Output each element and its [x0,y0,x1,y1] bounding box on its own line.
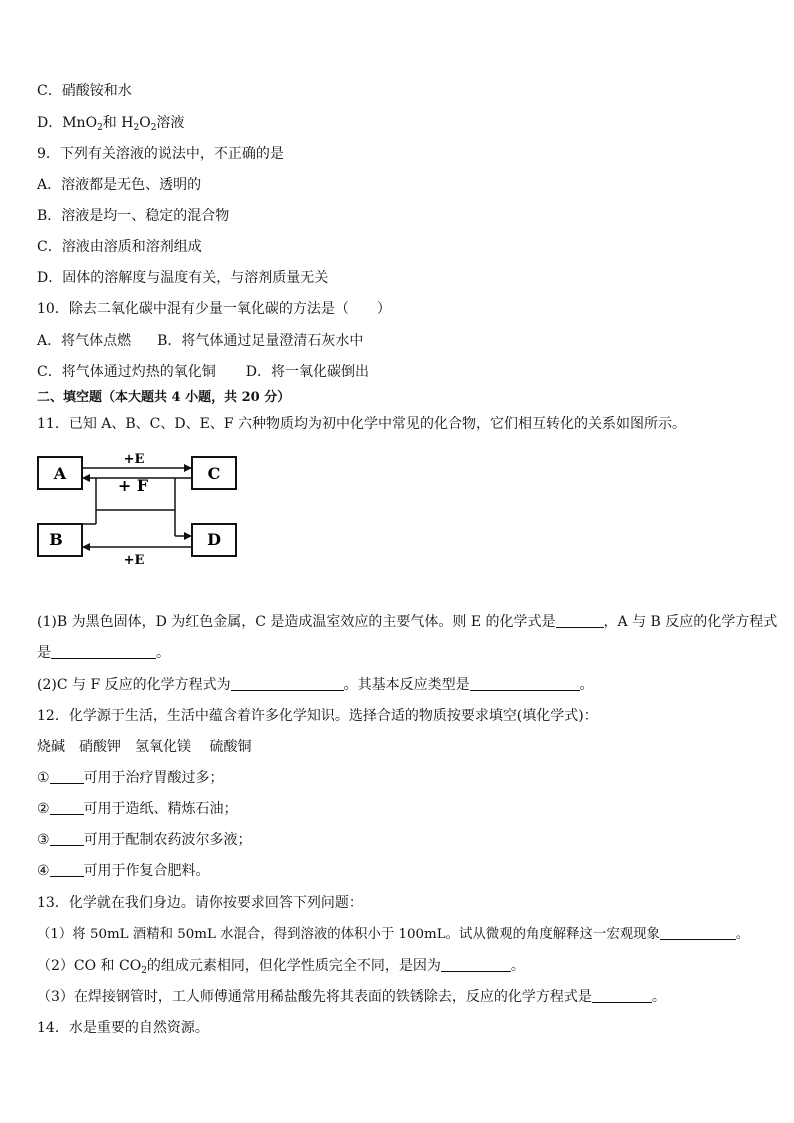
text: 是 [37,645,51,661]
q11-part2 [37,675,594,695]
q13-stem: 13．化学就在我们身边。请你按要求回答下列问题： [37,895,363,911]
circled-number: ④ [37,863,50,879]
subscript: 2 [97,123,103,133]
q12-item-1 [37,768,224,788]
text: 。 [579,677,594,693]
q10-option-b: B．将气体通过足量澄清石灰水中 [157,333,364,349]
text: 和 H [102,115,134,131]
box-c-label: C [207,464,221,483]
circled-number: ① [37,770,50,786]
text: （1）将 50mL 酒精和 50mL 水混合，得到溶液的体积小于 100mL。试从微观的角度解释这一宏观现象 [37,927,660,942]
box-d-label: D [207,530,221,549]
text: D．MnO [37,115,98,131]
text: （3）在焊接钢管时，工人师傅通常用稀盐酸先将其表面的铁锈除去，反应的化学方程式是 [37,989,592,1005]
circled-number: ③ [37,832,50,848]
text: ，A 与 B 反应的化学方程式 [603,614,778,630]
subscript: 2 [133,123,140,133]
text: （2）CO 和 CO [37,958,142,974]
q10-option-d: D．将一氧化碳倒出 [245,364,369,380]
q8-option-c: C．硝酸铵和水 [37,83,132,99]
text: 。其基本反应类型是 [343,677,470,693]
answer-blank[interactable] [51,644,156,659]
answer-blank[interactable] [441,957,511,972]
answer-blank[interactable] [50,862,84,877]
circled-number: ② [37,801,50,817]
q9-stem: 9．下列有关溶液的说法中，不正确的是 [37,146,284,162]
q11-stem: 11．已知 A、B、C、D、E、F 六种物质均为初中化学中常见的化合物，它们相互转化的关系如图所示。 [37,416,686,432]
q13-part1 [37,925,749,945]
q13-part2 [37,956,525,976]
subscript: 2 [141,966,147,976]
text: 可用于配制农药波尔多液； [83,832,252,848]
q14-stem: 14．水是重要的自然资源。 [37,1020,209,1036]
text: 。 [735,927,750,942]
label-plus-e-bottom: +E [123,553,145,568]
subscript: 2 [150,123,157,133]
text: (1)B 为黑色固体，D 为红色金属，C 是造成温室效应的主要气体。则 E 的化学式是 [37,614,556,630]
text: 。 [510,958,525,974]
q10-options-ab [37,331,363,351]
text: 可用于作复合肥料。 [83,863,210,879]
box-b-label: B [49,530,63,549]
q8-option-d [37,113,184,133]
q11-part1-line2 [37,643,170,663]
answer-blank[interactable] [50,831,84,846]
q9-option-b: B．溶液是均一、稳定的混合物 [37,208,230,224]
q9-option-c: C．溶液由溶质和溶剂组成 [37,239,202,255]
q12-stem: 12．化学源于生活，生活中蕴含着许多化学知识。选择合适的物质按要求填空(填化学式)： [37,708,598,724]
text: 的组成元素相同，但化学性质完全不同，是因为 [146,958,441,974]
q12-item-2 [37,799,238,819]
answer-blank[interactable] [50,800,84,815]
q9-option-d: D．固体的溶解度与温度有关，与溶剂质量无关 [37,270,329,286]
answer-blank[interactable] [50,769,84,784]
section-heading: 二、填空题（本大题共 4 小题，共 20 分） [37,390,291,405]
answer-blank[interactable] [231,676,344,691]
answer-blank[interactable] [470,676,580,691]
box-a-label: A [53,464,67,483]
q11-part1-line1 [37,612,777,632]
text: 。 [651,989,666,1005]
q10-options-cd [37,362,369,382]
q10-option-c: C．将气体通过灼热的氧化铜 [37,364,216,380]
q12-item-4 [37,861,210,881]
q9-option-a: A．溶液都是无色、透明的 [37,177,202,193]
q13-part3 [37,987,666,1007]
label-plus-f: + F [117,476,149,495]
text: 溶液 [156,115,185,131]
text: 可用于治疗胃酸过多； [83,770,224,786]
text: O [139,115,151,131]
q10-option-a: A．将气体点燃 [37,333,132,349]
text: 可用于造纸、精炼石油； [83,801,238,817]
answer-blank[interactable] [556,613,604,628]
answer-blank[interactable] [592,988,652,1003]
text: (2)C 与 F 反应的化学方程式为 [37,677,231,693]
text: 。 [156,645,170,661]
label-plus-e-top: +E [123,452,145,467]
q10-stem: 10．除去二氧化碳中混有少量一氧化碳的方法是（ ） [37,301,391,317]
q12-item-3 [37,830,252,850]
q12-substances: 烧碱 硝酸钾 氢氧化镁 硫酸铜 [37,739,252,755]
q11-relation-diagram [37,446,257,574]
answer-blank[interactable] [660,925,736,940]
